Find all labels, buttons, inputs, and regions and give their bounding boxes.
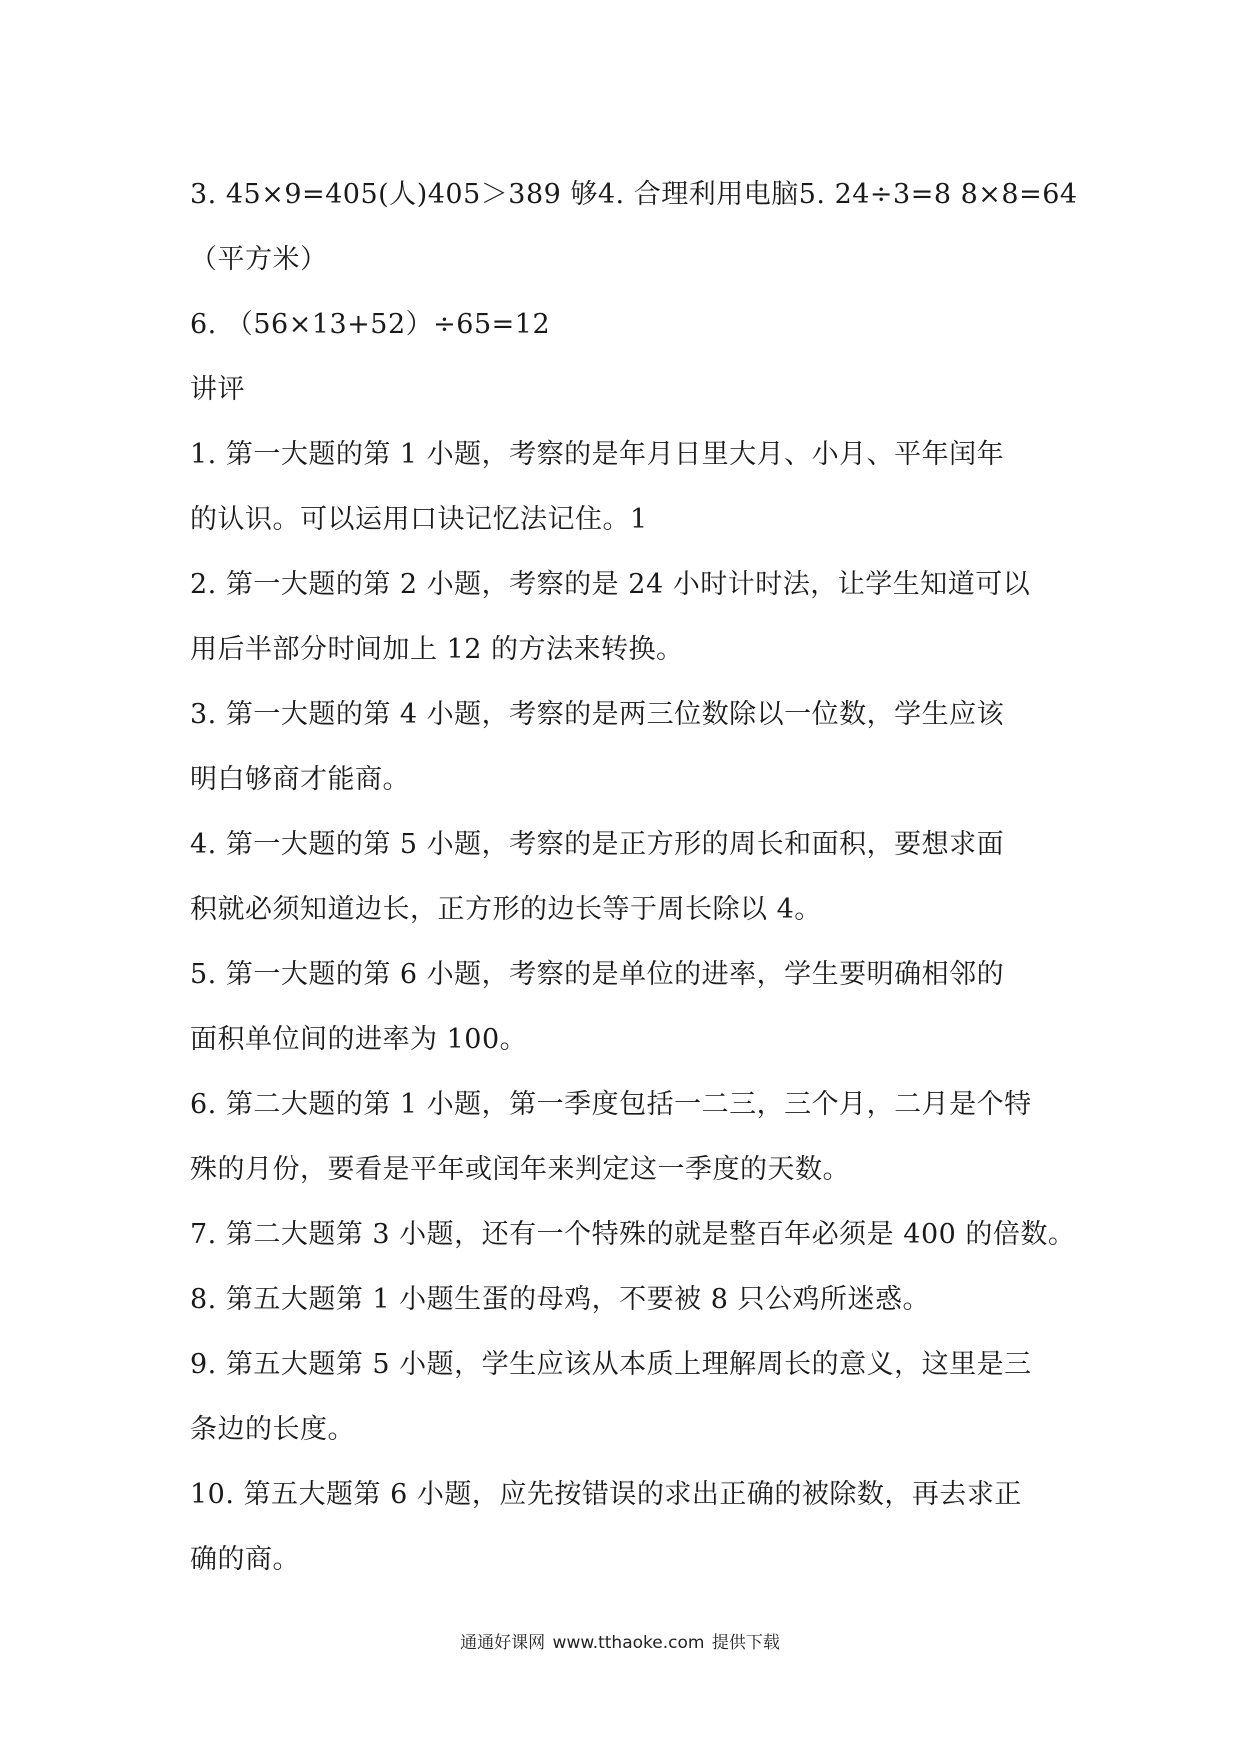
text-line: 3. 45×9=405(人)405＞389 够4. 合理利用电脑5. 24÷3=8 8×8=64 [190,179,1078,210]
text-line: 6. （56×13+52）÷65=12 [190,309,551,340]
text-line: 10. 第五大题第 6 小题，应先按错误的求出正确的被除数，再去求正 [190,1479,1022,1510]
text-line: 6. 第二大题的第 1 小题，第一季度包括一二三，三个月，二月是个特 [190,1089,1032,1120]
text-line: 5. 第一大题的第 6 小题，考察的是单位的进率，学生要明确相邻的 [190,959,1005,990]
text-line: 3. 第一大题的第 4 小题，考察的是两三位数除以一位数，学生应该 [190,699,1005,730]
text-line: 2. 第一大题的第 2 小题，考察的是 24 小时计时法，让学生知道可以 [190,569,1031,600]
page-footer: 通通好课网 www.tthaoke.com 提供下载 [460,1633,780,1653]
text-line: 确的商。 [190,1544,300,1575]
text-line: 的认识。可以运用口诀记忆法记住。1 [190,504,648,535]
text-line: 条边的长度。 [190,1414,355,1445]
text-line: 1. 第一大题的第 1 小题，考察的是年月日里大月、小月、平年闰年 [190,439,1005,470]
text-line: 明白够商才能商。 [190,764,410,795]
text-line: 用后半部分时间加上 12 的方法来转换。 [190,634,684,665]
text-line: 4. 第一大题的第 5 小题，考察的是正方形的周长和面积，要想求面 [190,829,1005,860]
text-line: 殊的月份，要看是平年或闰年来判定这一季度的天数。 [190,1154,850,1185]
text-line: 积就必须知道边长，正方形的边长等于周长除以 4。 [190,894,822,925]
text-line: 8. 第五大题第 1 小题生蛋的母鸡，不要被 8 只公鸡所迷惑。 [190,1284,931,1315]
section-heading: 讲评 [190,374,245,405]
text-line: （平方米） [190,244,328,275]
text-line: 9. 第五大题第 5 小题，学生应该从本质上理解周长的意义，这里是三 [190,1349,1032,1380]
answer-and-commentary-text [190,162,1078,1592]
text-line: 面积单位间的进率为 100。 [190,1024,528,1055]
text-line: 7. 第二大题第 3 小题，还有一个特殊的就是整百年必须是 400 的倍数。 [190,1219,1076,1250]
